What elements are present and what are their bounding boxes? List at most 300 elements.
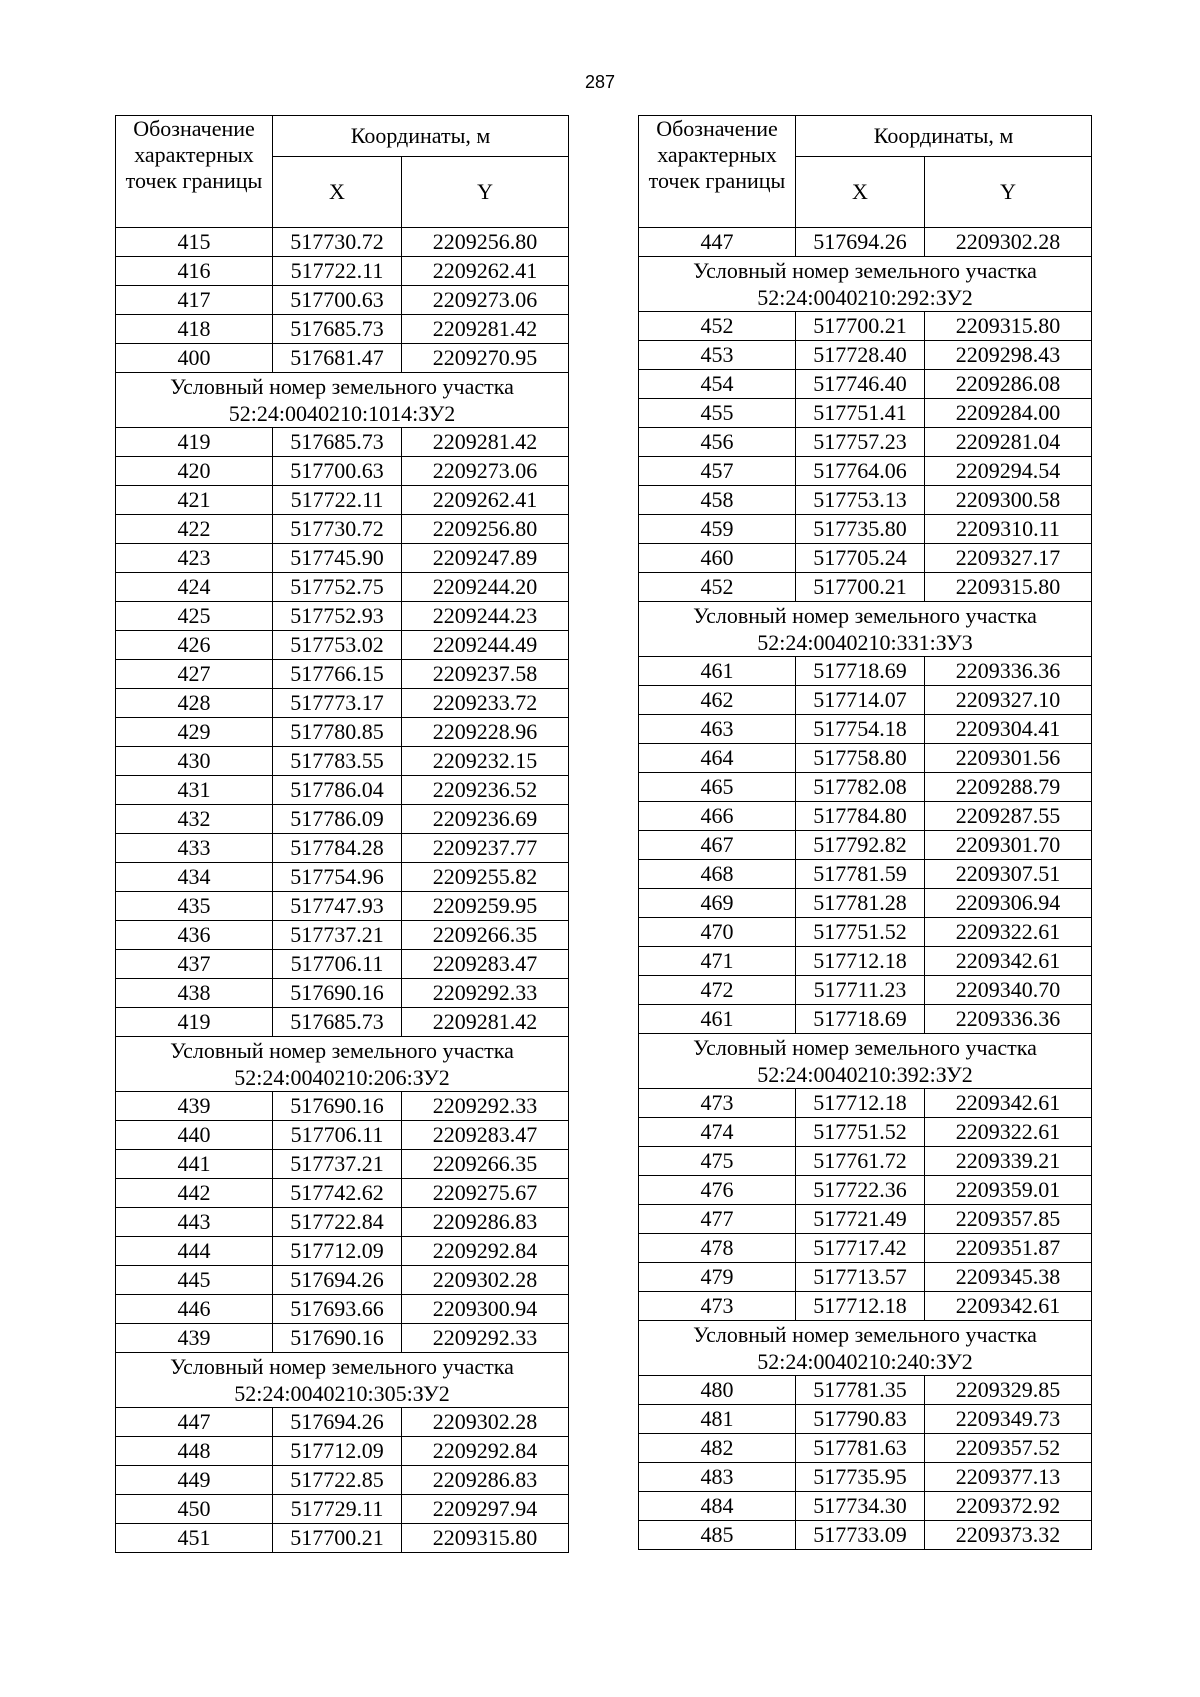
table-row: [639, 1205, 1092, 1234]
x-coordinate-cell: 517792.82: [796, 831, 925, 860]
y-coordinate-cell: 2209292.84: [402, 1437, 569, 1466]
table-row: [639, 976, 1092, 1005]
x-coordinate-cell: 517729.11: [273, 1495, 402, 1524]
y-coordinate-cell: 2209256.80: [402, 228, 569, 257]
table-row: [116, 776, 569, 805]
point-id-cell: 434: [116, 863, 273, 892]
y-coordinate-cell: 2209286.83: [402, 1466, 569, 1495]
table-row: [116, 257, 569, 286]
point-id-cell: 415: [116, 228, 273, 257]
point-id-cell: 437: [116, 950, 273, 979]
point-id-cell: 430: [116, 747, 273, 776]
y-coordinate-cell: 2209359.01: [925, 1176, 1092, 1205]
table-row: [639, 486, 1092, 515]
x-coordinate-cell: 517783.55: [273, 747, 402, 776]
point-id-cell: 435: [116, 892, 273, 921]
table-row: [116, 1092, 569, 1121]
coordinates-table-right: [638, 115, 1092, 1550]
x-coordinate-cell: 517685.73: [273, 428, 402, 457]
y-coordinate-cell: 2209302.28: [925, 228, 1092, 257]
point-id-cell: 473: [639, 1089, 796, 1118]
table-row: [639, 1405, 1092, 1434]
x-coordinate-cell: 517711.23: [796, 976, 925, 1005]
point-id-cell: 453: [639, 341, 796, 370]
point-id-cell: 439: [116, 1324, 273, 1353]
y-coordinate-cell: 2209232.15: [402, 747, 569, 776]
point-id-cell: 470: [639, 918, 796, 947]
y-coordinate-cell: 2209233.72: [402, 689, 569, 718]
point-id-cell: 432: [116, 805, 273, 834]
parcel-number-heading: Условный номер земельного участка 52:24:0040210:206:ЗУ2: [116, 1037, 569, 1092]
x-coordinate-cell: 517712.18: [796, 947, 925, 976]
x-coordinate-cell: 517722.85: [273, 1466, 402, 1495]
point-id-cell: 428: [116, 689, 273, 718]
coordinates-table-left: [115, 115, 569, 1553]
y-coordinate-cell: 2209315.80: [402, 1524, 569, 1553]
table-row: [116, 1150, 569, 1179]
table-row: [639, 457, 1092, 486]
header-y: Y: [925, 157, 1092, 228]
point-id-cell: 439: [116, 1092, 273, 1121]
table-row: [639, 1463, 1092, 1492]
x-coordinate-cell: 517700.21: [796, 312, 925, 341]
x-coordinate-cell: 517784.80: [796, 802, 925, 831]
parcel-number-heading: Условный номер земельного участка 52:24:0040210:292:ЗУ2: [639, 257, 1092, 312]
x-coordinate-cell: 517751.41: [796, 399, 925, 428]
y-coordinate-cell: 2209237.58: [402, 660, 569, 689]
y-coordinate-cell: 2209244.49: [402, 631, 569, 660]
x-coordinate-cell: 517712.18: [796, 1089, 925, 1118]
table-row: [639, 831, 1092, 860]
y-coordinate-cell: 2209294.54: [925, 457, 1092, 486]
y-coordinate-cell: 2209281.42: [402, 315, 569, 344]
y-coordinate-cell: 2209315.80: [925, 573, 1092, 602]
table-row: [639, 1118, 1092, 1147]
table-row: [116, 1437, 569, 1466]
y-coordinate-cell: 2209247.89: [402, 544, 569, 573]
point-id-cell: 461: [639, 657, 796, 686]
point-id-cell: 444: [116, 1237, 273, 1266]
y-coordinate-cell: 2209298.43: [925, 341, 1092, 370]
x-coordinate-cell: 517690.16: [273, 979, 402, 1008]
table-row: [639, 802, 1092, 831]
x-coordinate-cell: 517782.08: [796, 773, 925, 802]
point-id-cell: 438: [116, 979, 273, 1008]
x-coordinate-cell: 517681.47: [273, 344, 402, 373]
point-id-cell: 472: [639, 976, 796, 1005]
point-id-cell: 471: [639, 947, 796, 976]
point-id-cell: 479: [639, 1263, 796, 1292]
point-id-cell: 464: [639, 744, 796, 773]
x-coordinate-cell: 517728.40: [796, 341, 925, 370]
x-coordinate-cell: 517733.09: [796, 1521, 925, 1550]
table-row: [116, 1408, 569, 1437]
point-id-cell: 485: [639, 1521, 796, 1550]
table-row: [116, 228, 569, 257]
table-row: [639, 312, 1092, 341]
y-coordinate-cell: 2209300.94: [402, 1295, 569, 1324]
page-number: 287: [584, 72, 616, 92]
x-coordinate-cell: 517713.57: [796, 1263, 925, 1292]
table-row: [639, 1434, 1092, 1463]
section-row: [639, 1034, 1092, 1089]
y-coordinate-cell: 2209244.23: [402, 602, 569, 631]
y-coordinate-cell: 2209262.41: [402, 486, 569, 515]
table-row: [116, 286, 569, 315]
table-row: [116, 1524, 569, 1553]
y-coordinate-cell: 2209310.11: [925, 515, 1092, 544]
x-coordinate-cell: 517781.35: [796, 1376, 925, 1405]
x-coordinate-cell: 517751.52: [796, 1118, 925, 1147]
y-coordinate-cell: 2209302.28: [402, 1266, 569, 1295]
x-coordinate-cell: 517761.72: [796, 1147, 925, 1176]
x-coordinate-cell: 517735.95: [796, 1463, 925, 1492]
x-coordinate-cell: 517742.62: [273, 1179, 402, 1208]
table-row: [116, 1495, 569, 1524]
y-coordinate-cell: 2209351.87: [925, 1234, 1092, 1263]
table-row: [639, 428, 1092, 457]
y-coordinate-cell: 2209357.52: [925, 1434, 1092, 1463]
point-id-cell: 469: [639, 889, 796, 918]
x-coordinate-cell: 517722.36: [796, 1176, 925, 1205]
y-coordinate-cell: 2209292.33: [402, 979, 569, 1008]
table-row: [639, 341, 1092, 370]
x-coordinate-cell: 517737.21: [273, 1150, 402, 1179]
point-id-cell: 441: [116, 1150, 273, 1179]
parcel-number-heading: Условный номер земельного участка 52:24:0040210:331:ЗУ3: [639, 602, 1092, 657]
y-coordinate-cell: 2209292.33: [402, 1324, 569, 1353]
table-row: [116, 1466, 569, 1495]
x-coordinate-cell: 517730.72: [273, 515, 402, 544]
point-id-cell: 420: [116, 457, 273, 486]
x-coordinate-cell: 517694.26: [273, 1408, 402, 1437]
x-coordinate-cell: 517766.15: [273, 660, 402, 689]
point-id-cell: 427: [116, 660, 273, 689]
point-id-cell: 461: [639, 1005, 796, 1034]
table-row: [639, 947, 1092, 976]
table-row: [116, 457, 569, 486]
table-row: [116, 428, 569, 457]
y-coordinate-cell: 2209259.95: [402, 892, 569, 921]
x-coordinate-cell: 517717.42: [796, 1234, 925, 1263]
x-coordinate-cell: 517700.63: [273, 457, 402, 486]
y-coordinate-cell: 2209357.85: [925, 1205, 1092, 1234]
header-coordinates: Координаты, м: [796, 116, 1092, 157]
y-coordinate-cell: 2209327.17: [925, 544, 1092, 573]
x-coordinate-cell: 517693.66: [273, 1295, 402, 1324]
header-x: X: [273, 157, 402, 228]
x-coordinate-cell: 517685.73: [273, 1008, 402, 1037]
point-id-cell: 451: [116, 1524, 273, 1553]
section-row: [116, 1037, 569, 1092]
table-row: [116, 718, 569, 747]
y-coordinate-cell: 2209236.52: [402, 776, 569, 805]
parcel-number-heading: Условный номер земельного участка 52:24:0040210:1014:ЗУ2: [116, 373, 569, 428]
point-id-cell: 447: [116, 1408, 273, 1437]
header-designation: Обозначение характерных точек границы: [639, 116, 796, 228]
x-coordinate-cell: 517694.26: [273, 1266, 402, 1295]
point-id-cell: 468: [639, 860, 796, 889]
x-coordinate-cell: 517722.11: [273, 257, 402, 286]
point-id-cell: 484: [639, 1492, 796, 1521]
point-id-cell: 422: [116, 515, 273, 544]
table-row: [116, 805, 569, 834]
point-id-cell: 442: [116, 1179, 273, 1208]
point-id-cell: 447: [639, 228, 796, 257]
table-row: [116, 979, 569, 1008]
point-id-cell: 467: [639, 831, 796, 860]
x-coordinate-cell: 517722.84: [273, 1208, 402, 1237]
x-coordinate-cell: 517712.09: [273, 1237, 402, 1266]
table-row: [116, 834, 569, 863]
table-row: [639, 1005, 1092, 1034]
y-coordinate-cell: 2209342.61: [925, 1292, 1092, 1321]
point-id-cell: 483: [639, 1463, 796, 1492]
point-id-cell: 431: [116, 776, 273, 805]
y-coordinate-cell: 2209281.04: [925, 428, 1092, 457]
x-coordinate-cell: 517790.83: [796, 1405, 925, 1434]
point-id-cell: 465: [639, 773, 796, 802]
y-coordinate-cell: 2209273.06: [402, 457, 569, 486]
x-coordinate-cell: 517752.93: [273, 602, 402, 631]
table-body-left: [116, 228, 569, 1553]
x-coordinate-cell: 517754.96: [273, 863, 402, 892]
y-coordinate-cell: 2209336.36: [925, 1005, 1092, 1034]
x-coordinate-cell: 517700.63: [273, 286, 402, 315]
point-id-cell: 459: [639, 515, 796, 544]
y-coordinate-cell: 2209292.84: [402, 1237, 569, 1266]
point-id-cell: 429: [116, 718, 273, 747]
y-coordinate-cell: 2209300.58: [925, 486, 1092, 515]
point-id-cell: 449: [116, 1466, 273, 1495]
point-id-cell: 416: [116, 257, 273, 286]
x-coordinate-cell: 517718.69: [796, 1005, 925, 1034]
point-id-cell: 400: [116, 344, 273, 373]
y-coordinate-cell: 2209322.61: [925, 918, 1092, 947]
point-id-cell: 433: [116, 834, 273, 863]
x-coordinate-cell: 517735.80: [796, 515, 925, 544]
y-coordinate-cell: 2209275.67: [402, 1179, 569, 1208]
y-coordinate-cell: 2209327.10: [925, 686, 1092, 715]
y-coordinate-cell: 2209288.79: [925, 773, 1092, 802]
x-coordinate-cell: 517751.52: [796, 918, 925, 947]
point-id-cell: 480: [639, 1376, 796, 1405]
table-body-right: [639, 228, 1092, 1550]
y-coordinate-cell: 2209287.55: [925, 802, 1092, 831]
table-row: [639, 918, 1092, 947]
x-coordinate-cell: 517753.02: [273, 631, 402, 660]
point-id-cell: 462: [639, 686, 796, 715]
table-row: [639, 1147, 1092, 1176]
point-id-cell: 466: [639, 802, 796, 831]
point-id-cell: 474: [639, 1118, 796, 1147]
x-coordinate-cell: 517781.63: [796, 1434, 925, 1463]
x-coordinate-cell: 517712.18: [796, 1292, 925, 1321]
point-id-cell: 426: [116, 631, 273, 660]
table-row: [116, 1008, 569, 1037]
y-coordinate-cell: 2209270.95: [402, 344, 569, 373]
y-coordinate-cell: 2209339.21: [925, 1147, 1092, 1176]
point-id-cell: 481: [639, 1405, 796, 1434]
point-id-cell: 450: [116, 1495, 273, 1524]
table-row: [116, 344, 569, 373]
x-coordinate-cell: 517718.69: [796, 657, 925, 686]
y-coordinate-cell: 2209329.85: [925, 1376, 1092, 1405]
x-coordinate-cell: 517730.72: [273, 228, 402, 257]
y-coordinate-cell: 2209349.73: [925, 1405, 1092, 1434]
table-row: [639, 370, 1092, 399]
y-coordinate-cell: 2209307.51: [925, 860, 1092, 889]
point-id-cell: 424: [116, 573, 273, 602]
x-coordinate-cell: 517784.28: [273, 834, 402, 863]
x-coordinate-cell: 517753.13: [796, 486, 925, 515]
point-id-cell: 475: [639, 1147, 796, 1176]
x-coordinate-cell: 517747.93: [273, 892, 402, 921]
x-coordinate-cell: 517700.21: [796, 573, 925, 602]
x-coordinate-cell: 517786.09: [273, 805, 402, 834]
x-coordinate-cell: 517712.09: [273, 1437, 402, 1466]
parcel-number-heading: Условный номер земельного участка 52:24:0040210:392:ЗУ2: [639, 1034, 1092, 1089]
point-id-cell: 448: [116, 1437, 273, 1466]
y-coordinate-cell: 2209236.69: [402, 805, 569, 834]
table-row: [116, 602, 569, 631]
y-coordinate-cell: 2209315.80: [925, 312, 1092, 341]
y-coordinate-cell: 2209283.47: [402, 1121, 569, 1150]
table-row: [116, 1295, 569, 1324]
table-row: [116, 863, 569, 892]
x-coordinate-cell: 517781.28: [796, 889, 925, 918]
x-coordinate-cell: 517758.80: [796, 744, 925, 773]
table-row: [639, 1234, 1092, 1263]
point-id-cell: 478: [639, 1234, 796, 1263]
x-coordinate-cell: 517706.11: [273, 1121, 402, 1150]
point-id-cell: 463: [639, 715, 796, 744]
x-coordinate-cell: 517706.11: [273, 950, 402, 979]
x-coordinate-cell: 517690.16: [273, 1324, 402, 1353]
y-coordinate-cell: 2209342.61: [925, 947, 1092, 976]
table-row: [116, 1266, 569, 1295]
point-id-cell: 425: [116, 602, 273, 631]
x-coordinate-cell: 517786.04: [273, 776, 402, 805]
y-coordinate-cell: 2209266.35: [402, 921, 569, 950]
table-row: [639, 573, 1092, 602]
table-row: [116, 1324, 569, 1353]
point-id-cell: 417: [116, 286, 273, 315]
table-row: [116, 1237, 569, 1266]
y-coordinate-cell: 2209377.13: [925, 1463, 1092, 1492]
point-id-cell: 418: [116, 315, 273, 344]
table-row: [116, 1121, 569, 1150]
x-coordinate-cell: 517746.40: [796, 370, 925, 399]
y-coordinate-cell: 2209284.00: [925, 399, 1092, 428]
point-id-cell: 440: [116, 1121, 273, 1150]
section-row: [116, 373, 569, 428]
y-coordinate-cell: 2209306.94: [925, 889, 1092, 918]
table-row: [116, 515, 569, 544]
table-row: [639, 860, 1092, 889]
y-coordinate-cell: 2209342.61: [925, 1089, 1092, 1118]
y-coordinate-cell: 2209256.80: [402, 515, 569, 544]
y-coordinate-cell: 2209345.38: [925, 1263, 1092, 1292]
table-row: [639, 1176, 1092, 1205]
y-coordinate-cell: 2209255.82: [402, 863, 569, 892]
table-row: [639, 1376, 1092, 1405]
point-id-cell: 456: [639, 428, 796, 457]
table-row: [116, 631, 569, 660]
y-coordinate-cell: 2209237.77: [402, 834, 569, 863]
x-coordinate-cell: 517773.17: [273, 689, 402, 718]
x-coordinate-cell: 517705.24: [796, 544, 925, 573]
y-coordinate-cell: 2209281.42: [402, 428, 569, 457]
y-coordinate-cell: 2209372.92: [925, 1492, 1092, 1521]
point-id-cell: 419: [116, 428, 273, 457]
x-coordinate-cell: 517754.18: [796, 715, 925, 744]
table-row: [639, 1263, 1092, 1292]
y-coordinate-cell: 2209244.20: [402, 573, 569, 602]
x-coordinate-cell: 517694.26: [796, 228, 925, 257]
y-coordinate-cell: 2209373.32: [925, 1521, 1092, 1550]
table-row: [639, 744, 1092, 773]
point-id-cell: 423: [116, 544, 273, 573]
y-coordinate-cell: 2209283.47: [402, 950, 569, 979]
y-coordinate-cell: 2209340.70: [925, 976, 1092, 1005]
y-coordinate-cell: 2209301.70: [925, 831, 1092, 860]
table-row: [639, 1492, 1092, 1521]
y-coordinate-cell: 2209262.41: [402, 257, 569, 286]
table-row: [116, 544, 569, 573]
header-coordinates: Координаты, м: [273, 116, 569, 157]
parcel-number-heading: Условный номер земельного участка 52:24:0040210:305:ЗУ2: [116, 1353, 569, 1408]
x-coordinate-cell: 517700.21: [273, 1524, 402, 1553]
point-id-cell: 445: [116, 1266, 273, 1295]
x-coordinate-cell: 517690.16: [273, 1092, 402, 1121]
table-row: [639, 228, 1092, 257]
y-coordinate-cell: 2209281.42: [402, 1008, 569, 1037]
point-id-cell: 419: [116, 1008, 273, 1037]
y-coordinate-cell: 2209273.06: [402, 286, 569, 315]
x-coordinate-cell: 517714.07: [796, 686, 925, 715]
table-row: [116, 689, 569, 718]
point-id-cell: 473: [639, 1292, 796, 1321]
table-row: [639, 1521, 1092, 1550]
x-coordinate-cell: 517781.59: [796, 860, 925, 889]
x-coordinate-cell: 517734.30: [796, 1492, 925, 1521]
y-coordinate-cell: 2209286.08: [925, 370, 1092, 399]
table-row: [639, 515, 1092, 544]
point-id-cell: 443: [116, 1208, 273, 1237]
y-coordinate-cell: 2209336.36: [925, 657, 1092, 686]
point-id-cell: 455: [639, 399, 796, 428]
y-coordinate-cell: 2209297.94: [402, 1495, 569, 1524]
table-row: [116, 747, 569, 776]
x-coordinate-cell: 517780.85: [273, 718, 402, 747]
table-row: [116, 486, 569, 515]
table-row: [116, 1208, 569, 1237]
point-id-cell: 458: [639, 486, 796, 515]
table-row: [116, 950, 569, 979]
table-row: [116, 921, 569, 950]
x-coordinate-cell: 517764.06: [796, 457, 925, 486]
table-row: [639, 686, 1092, 715]
point-id-cell: 446: [116, 1295, 273, 1324]
point-id-cell: 452: [639, 573, 796, 602]
y-coordinate-cell: 2209302.28: [402, 1408, 569, 1437]
y-coordinate-cell: 2209292.33: [402, 1092, 569, 1121]
point-id-cell: 460: [639, 544, 796, 573]
table-row: [116, 892, 569, 921]
point-id-cell: 482: [639, 1434, 796, 1463]
section-row: [116, 1353, 569, 1408]
